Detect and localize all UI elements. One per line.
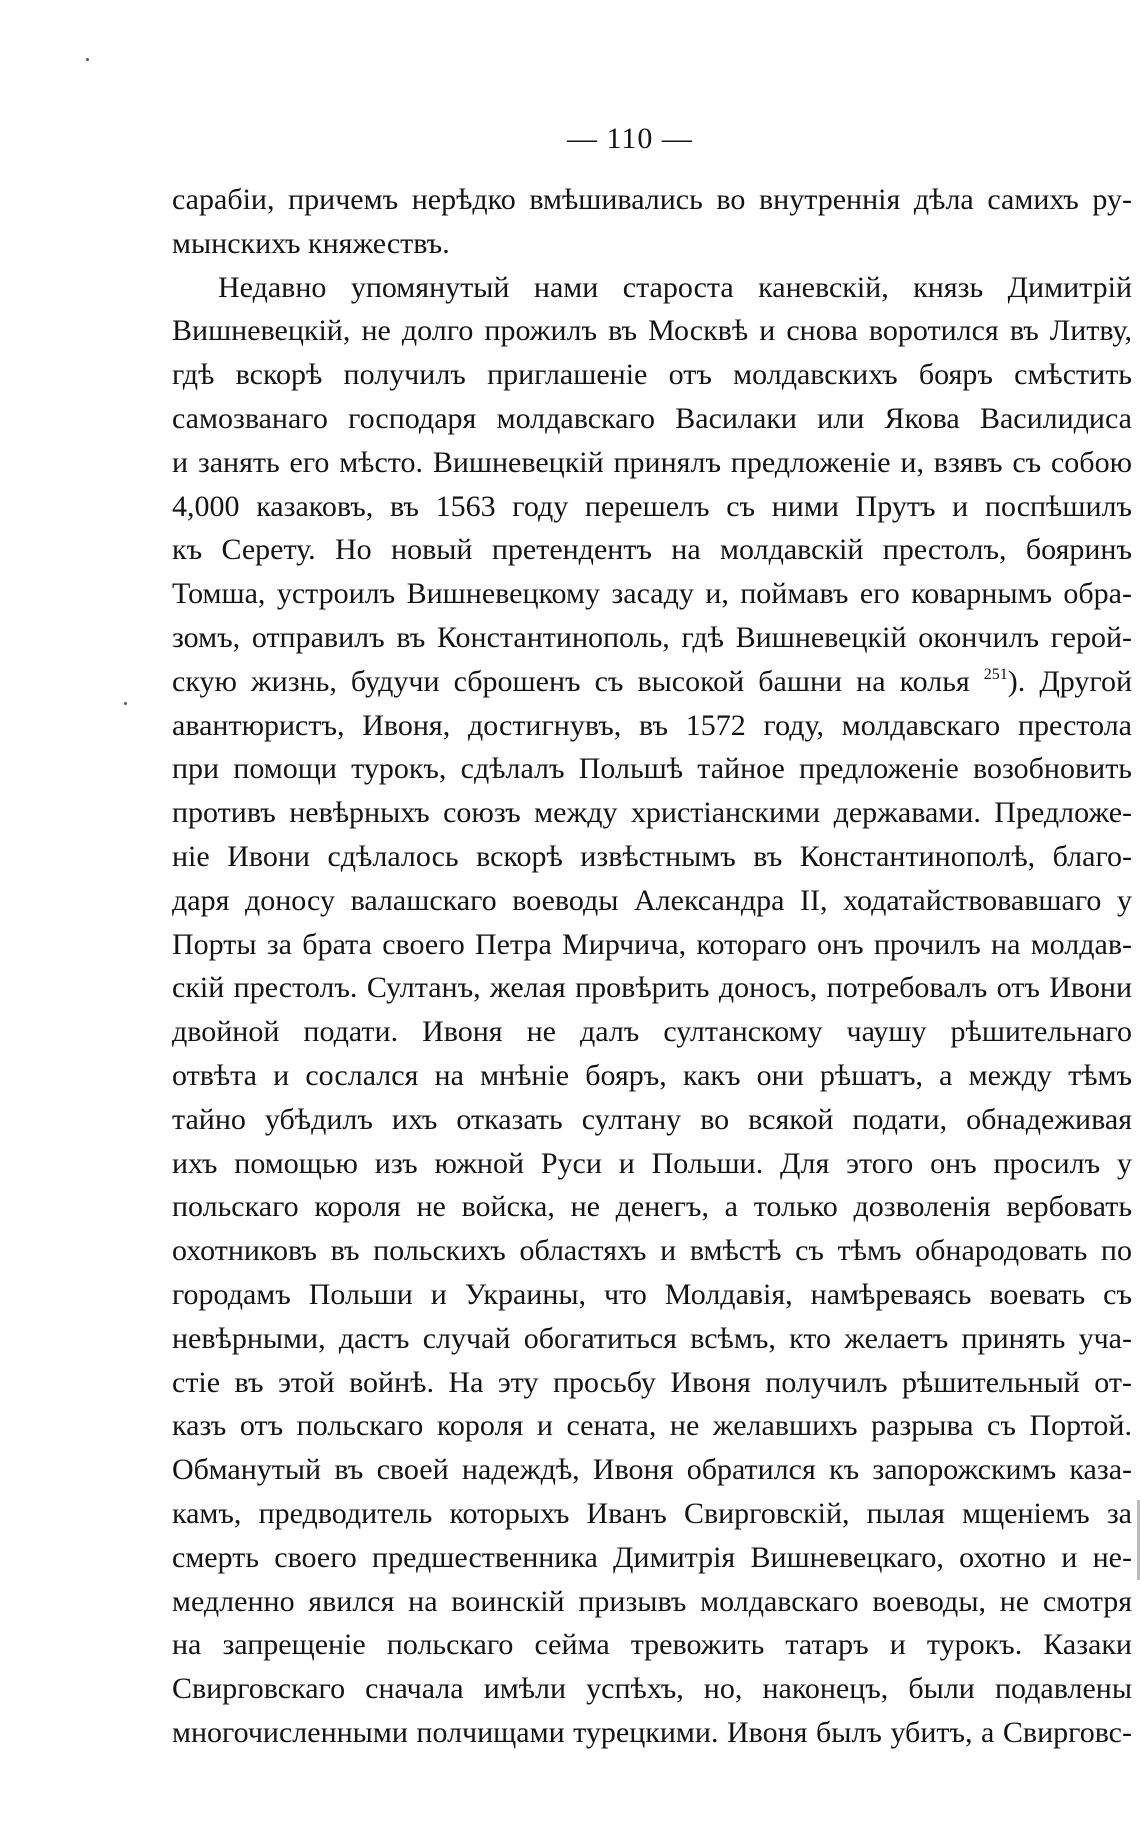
text-line: зомъ, отправилъ въ Константинополь, гдѣ Вишневецкій окончилъ герой- [172,620,1132,654]
text-line: ихъ помощью изъ южной Руси и Польши. Для этого онъ просилъ у [172,1146,1132,1180]
text-line: Недавно упомянутый нами староста каневскій, князь Димитрій [218,270,1132,304]
footnote-ref: 251 [983,665,1008,683]
text-line: польскаго короля не войска, не денегъ, а только дозволенія вербовать [172,1190,1132,1224]
text-line: Порты за брата своего Петра Мирчича, котораго онъ прочилъ на молдав- [172,927,1132,961]
text-line: тайно убѣдилъ ихъ отказать султану во всякой подати, обнадеживая [172,1102,1132,1136]
text-line: противъ невѣрныхъ союзъ между христіанскими державами. Предложе- [172,796,1132,830]
text-line: медленно явился на воинскій призывъ молдавскаго воеводы, не смотря [172,1584,1132,1618]
text-line: авантюристъ, Ивоня, достигнувъ, въ 1572 году, молдавскаго престола [172,708,1132,742]
text-line: камъ, предводитель которыхъ Иванъ Свирговскій, пылая мщеніемъ за [172,1496,1132,1530]
text-line: и занять его мѣсто. Вишневецкій принялъ предложеніе и, взявъ съ собою [172,445,1132,479]
text-line: отвѣта и сослался на мнѣніе бояръ, какъ они рѣшатъ, а между тѣмъ [172,1058,1132,1092]
scan-speck [86,58,89,61]
text-line: многочисленными полчищами турецкими. Ивоня былъ убитъ, а Свирговс- [172,1715,1132,1749]
text-line: Обманутый въ своей надеждѣ, Ивоня обратился къ запорожскимъ каза- [172,1453,1132,1487]
text-line-with-footnote [172,660,1132,704]
text-line: Томша, устроилъ Вишневецкому засаду и, поймавъ его коварнымъ обра- [172,577,1132,611]
text-line: двойной подати. Ивоня не далъ султанскому чаушу рѣшительнаго [172,1015,1132,1049]
text-line: казъ отъ польскаго короля и сената, не желавшихъ разрыва съ Портой. [172,1409,1132,1443]
text-line: невѣрными, дастъ случай обогатиться всѣмъ, кто желаетъ принять уча- [172,1321,1132,1355]
text-line: самозванаго господаря молдавскаго Василаки или Якова Василидиса [172,401,1132,435]
text-line: Вишневецкій, не долго прожилъ въ Москвѣ и снова воротился въ Литву, [172,314,1132,348]
text-line: охотниковъ въ польскихъ областяхъ и вмѣстѣ съ тѣмъ обнародовать по [172,1234,1132,1268]
text-line: Свирговскаго сначала имѣли успѣхъ, но, наконецъ, были подавлены [172,1672,1132,1706]
text-line: городамъ Польши и Украины, что Молдавія, намѣреваясь воевать съ [172,1277,1132,1311]
text-line: гдѣ вскорѣ получилъ приглашеніе отъ молдавскихъ бояръ смѣстить [172,358,1132,392]
text-line: даря доносу валашскаго воеводы Александра II, ходатайствовавшаго у [172,883,1132,917]
body-text [172,178,1132,1755]
text-line: къ Серету. Но новый претендентъ на молдавскій престолъ, бояринъ [172,533,1132,567]
text-line: стіе въ этой войнѣ. На эту просьбу Ивоня получилъ рѣшительный от- [172,1365,1132,1399]
text-line-part: скую жизнь, будучи сброшенъ съ высокой башни на колья [172,664,970,698]
text-line: смерть своего предшественника Димитрія Вишневецкаго, охотно и не- [172,1540,1132,1574]
page-number: — 110 — [567,122,693,155]
scan-speck [124,702,127,705]
text-line: ніе Ивони сдѣлалось вскорѣ извѣстнымъ въ Константинополѣ, благо- [172,839,1132,873]
text-line: скій престолъ. Султанъ, желая провѣрить доносъ, потребовалъ отъ Ивони [172,971,1132,1005]
text-line: сарабіи, причемъ нерѣдко вмѣшивались во внутреннія дѣла самихъ ру- [172,183,1132,216]
text-line-part: ). Другой [1007,664,1132,698]
text-line: при помощи турокъ, сдѣлалъ Польшѣ тайное предложеніе возобновить [172,752,1132,786]
text-line: на запрещеніе польскаго сейма тревожить татаръ и турокъ. Казаки [172,1628,1132,1662]
text-line: 4,000 казаковъ, въ 1563 году перешелъ съ ними Прутъ и поспѣшилъ [172,489,1132,523]
text-line: мынскихъ княжествъ. [172,226,450,260]
